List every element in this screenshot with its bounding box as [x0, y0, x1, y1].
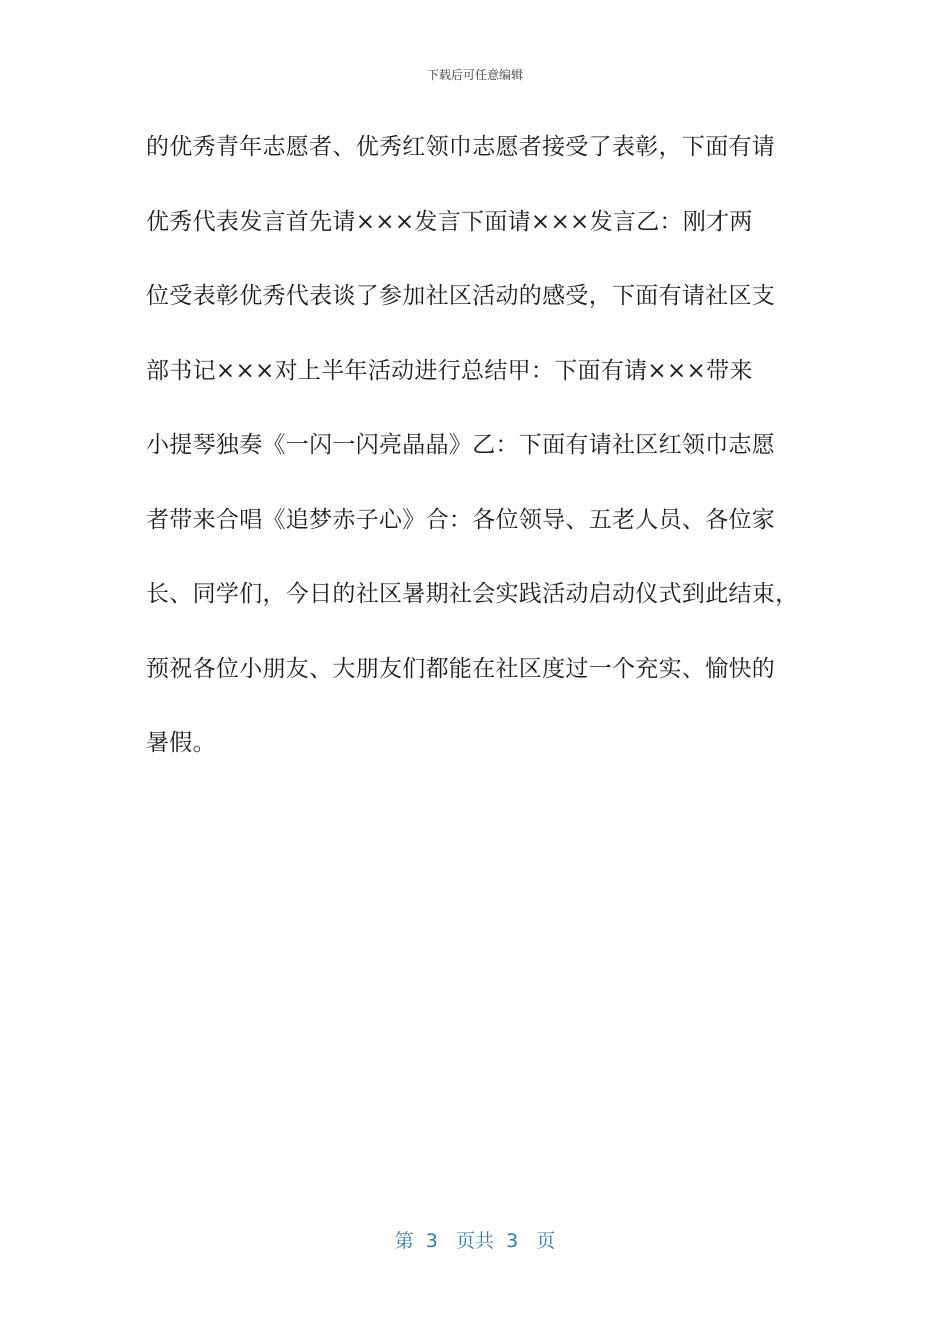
- page-number-footer: 第 3 页共 3 页: [394, 1230, 556, 1252]
- body-line-2: 优秀代表发言首先请×××发言下面请×××发言乙：刚才两: [146, 208, 753, 235]
- body-line-8: 预祝各位小朋友、大朋友们都能在社区度过一个充实、愉快的: [146, 655, 776, 682]
- body-line-1: 的优秀青年志愿者、优秀红领巾志愿者接受了表彰，下面有请: [146, 134, 776, 160]
- body-line-9: 暑假。: [146, 730, 216, 756]
- body-line-7: 长、同学们，今日的社区暑期社会实践活动启动仪式到此结束，: [146, 581, 799, 607]
- document-body: [146, 124, 806, 795]
- page-header: 下载后可任意编辑: [426, 68, 523, 82]
- body-line-3: 位受表彰优秀代表谈了参加社区活动的感受，下面有请社区支: [146, 283, 776, 309]
- body-line-5: 小提琴独奏《一闪一闪亮晶晶》乙：下面有请社区红领巾志愿: [146, 432, 776, 458]
- body-line-4: 部书记×××对上半年活动进行总结甲：下面有请×××带来: [146, 357, 753, 384]
- body-line-6: 者带来合唱《追梦赤子心》合：各位领导、五老人员、各位家: [146, 506, 776, 533]
